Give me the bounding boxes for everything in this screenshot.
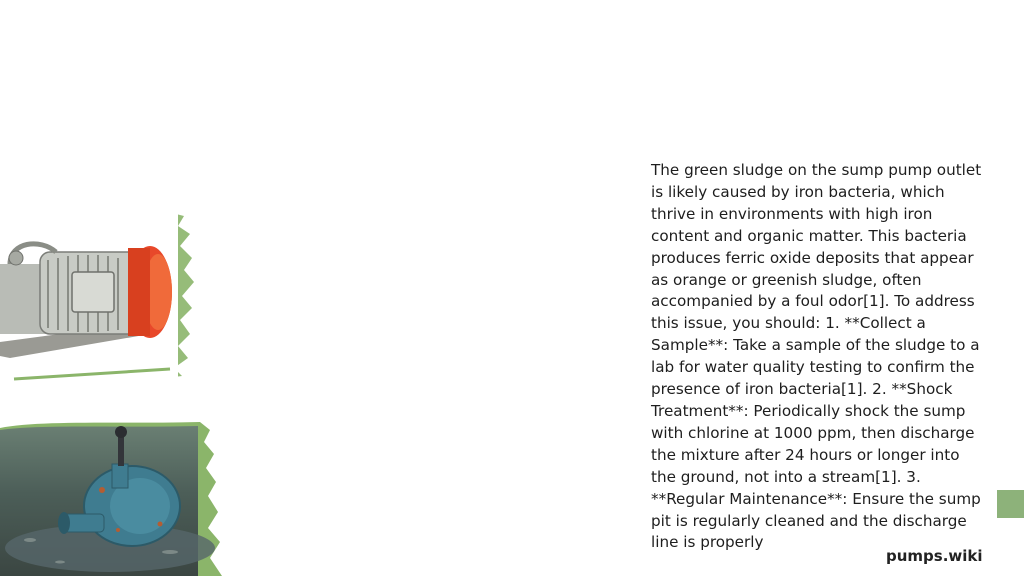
site-brand: pumps.wiki bbox=[886, 547, 983, 565]
electric-pump-motor-icon bbox=[0, 212, 200, 382]
accent-square bbox=[997, 490, 1024, 518]
sump-pump-image bbox=[0, 420, 232, 576]
pump-motor-image bbox=[0, 212, 200, 382]
article-body: The green sludge on the sump pump outlet is likely caused by iron bacteria, which thrive in environments with high iron content and organic matter. This bacteria produces ferric oxide deposits that appear as orange or greenish sludge, often accompanied by a foul odor[1]. To address this issue, you should: 1. **Collect a Sample**: Take a sample of the sludge to a lab for water quality testing to confirm the presence of iron bacteria[1]. 2. **Shock Treatment**: Periodically shock the sump with chlorine at 1000 ppm, then discharge the mixture after 24 hours or longer into the ground, not into a stream[1]. 3. **Regular Maintenance**: Ensure the sump pit is regularly cleaned and the discharge line is properly bbox=[651, 161, 982, 552]
sump-pump-in-water-icon bbox=[0, 420, 232, 576]
